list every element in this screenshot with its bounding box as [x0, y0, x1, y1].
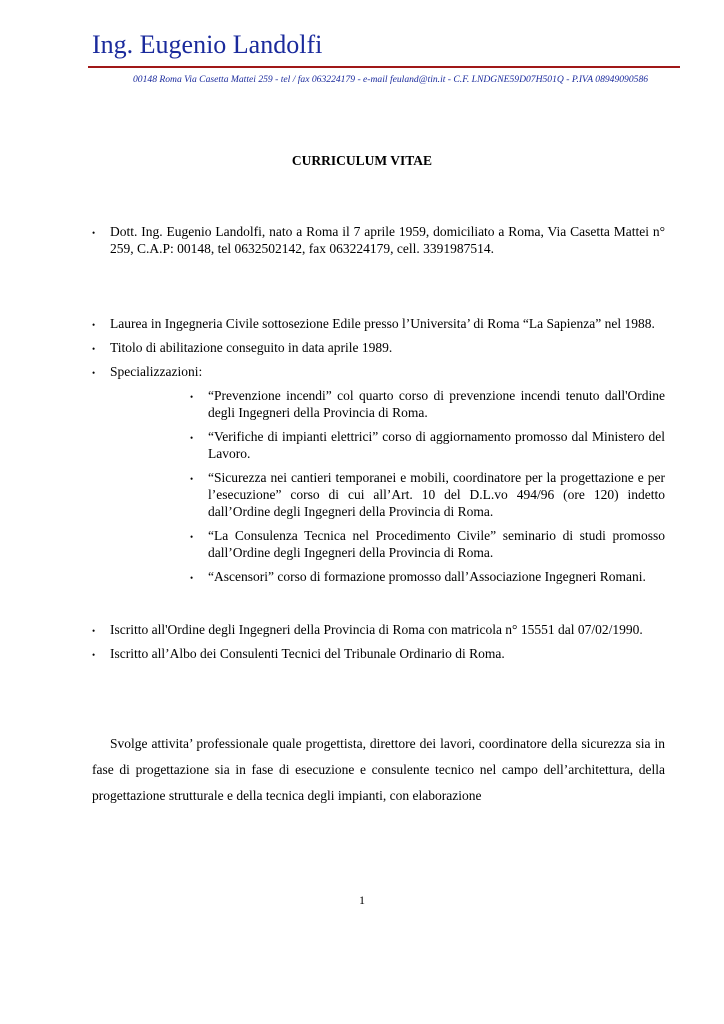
specializations-list: [190, 387, 665, 585]
cv-content: [92, 223, 665, 662]
registration-item: • Iscritto all'Ordine degli Ingegneri della Provincia di Roma con matricola n° 15551 dal 07/02/1990.: [92, 621, 665, 638]
author-name: Ing. Eugenio Landolfi: [92, 30, 323, 59]
specialization-item: • “Verifiche di impianti elettrici” corso di aggiornamento promosso dal Ministero del Lavoro.: [190, 428, 665, 462]
personal-info-section: [92, 223, 665, 257]
specializations-heading: • Specializzazioni:: [92, 363, 665, 380]
education-item: • Titolo di abilitazione conseguito in data aprile 1989.: [92, 339, 665, 356]
professional-activity-paragraph: Svolge attivita’ professionale quale progettista, direttore dei lavori, coordinatore della sicurezza sia in fase di progettazione sia in fase di esecuzione e consulente tecnico nel campo dell’architettura, della progettazione strutturale e della tecnica degli impianti, con elaborazione: [92, 736, 665, 803]
contact-info-line: 00148 Roma Via Casetta Mattei 259 - tel / fax 063224179 - e-mail feuland@tin.it - C.F. LNDGNE59D07H501Q - P.IVA 08949090586: [133, 74, 649, 85]
document-title: CURRICULUM VITAE: [291, 153, 433, 168]
education-section: [92, 315, 665, 585]
registration-item: • Iscritto all’Albo dei Consulenti Tecnici del Tribunale Ordinario di Roma.: [92, 645, 665, 662]
education-item: • Laurea in Ingegneria Civile sottosezione Edile presso l’Universita’ di Roma “La Sapienza” nel 1988.: [92, 315, 665, 332]
specialization-item: • “Prevenzione incendi” col quarto corso di prevenzione incendi tenuto dall'Ordine degli Ingegneri della Provincia di Roma.: [190, 387, 665, 421]
specialization-item: • “Ascensori” corso di formazione promosso dall’Associazione Ingegneri Romani.: [190, 568, 665, 585]
page-number: 1: [359, 893, 365, 907]
specialization-item: • “Sicurezza nei cantieri temporanei e mobili, coordinatore per la progettazione e per l’esecuzione” corso di cui all’Art. 10 del D.L.vo 494/96 (ore 120) indetto dall’Ordine degli Ingegneri della Provincia di Roma.: [190, 469, 665, 520]
registrations-section: [92, 621, 665, 662]
specialization-item: • “La Consulenza Tecnica nel Procedimento Civile” seminario di studi promosso dall’Ordine degli Ingegneri della Provincia di Roma.: [190, 527, 665, 561]
header-divider: [88, 66, 680, 68]
personal-info-item: • Dott. Ing. Eugenio Landolfi, nato a Roma il 7 aprile 1959, domiciliato a Roma, Via Casetta Mattei n° 259, C.A.P: 00148, tel 0632502142, fax 063224179, cell. 3391987514.: [92, 223, 665, 257]
